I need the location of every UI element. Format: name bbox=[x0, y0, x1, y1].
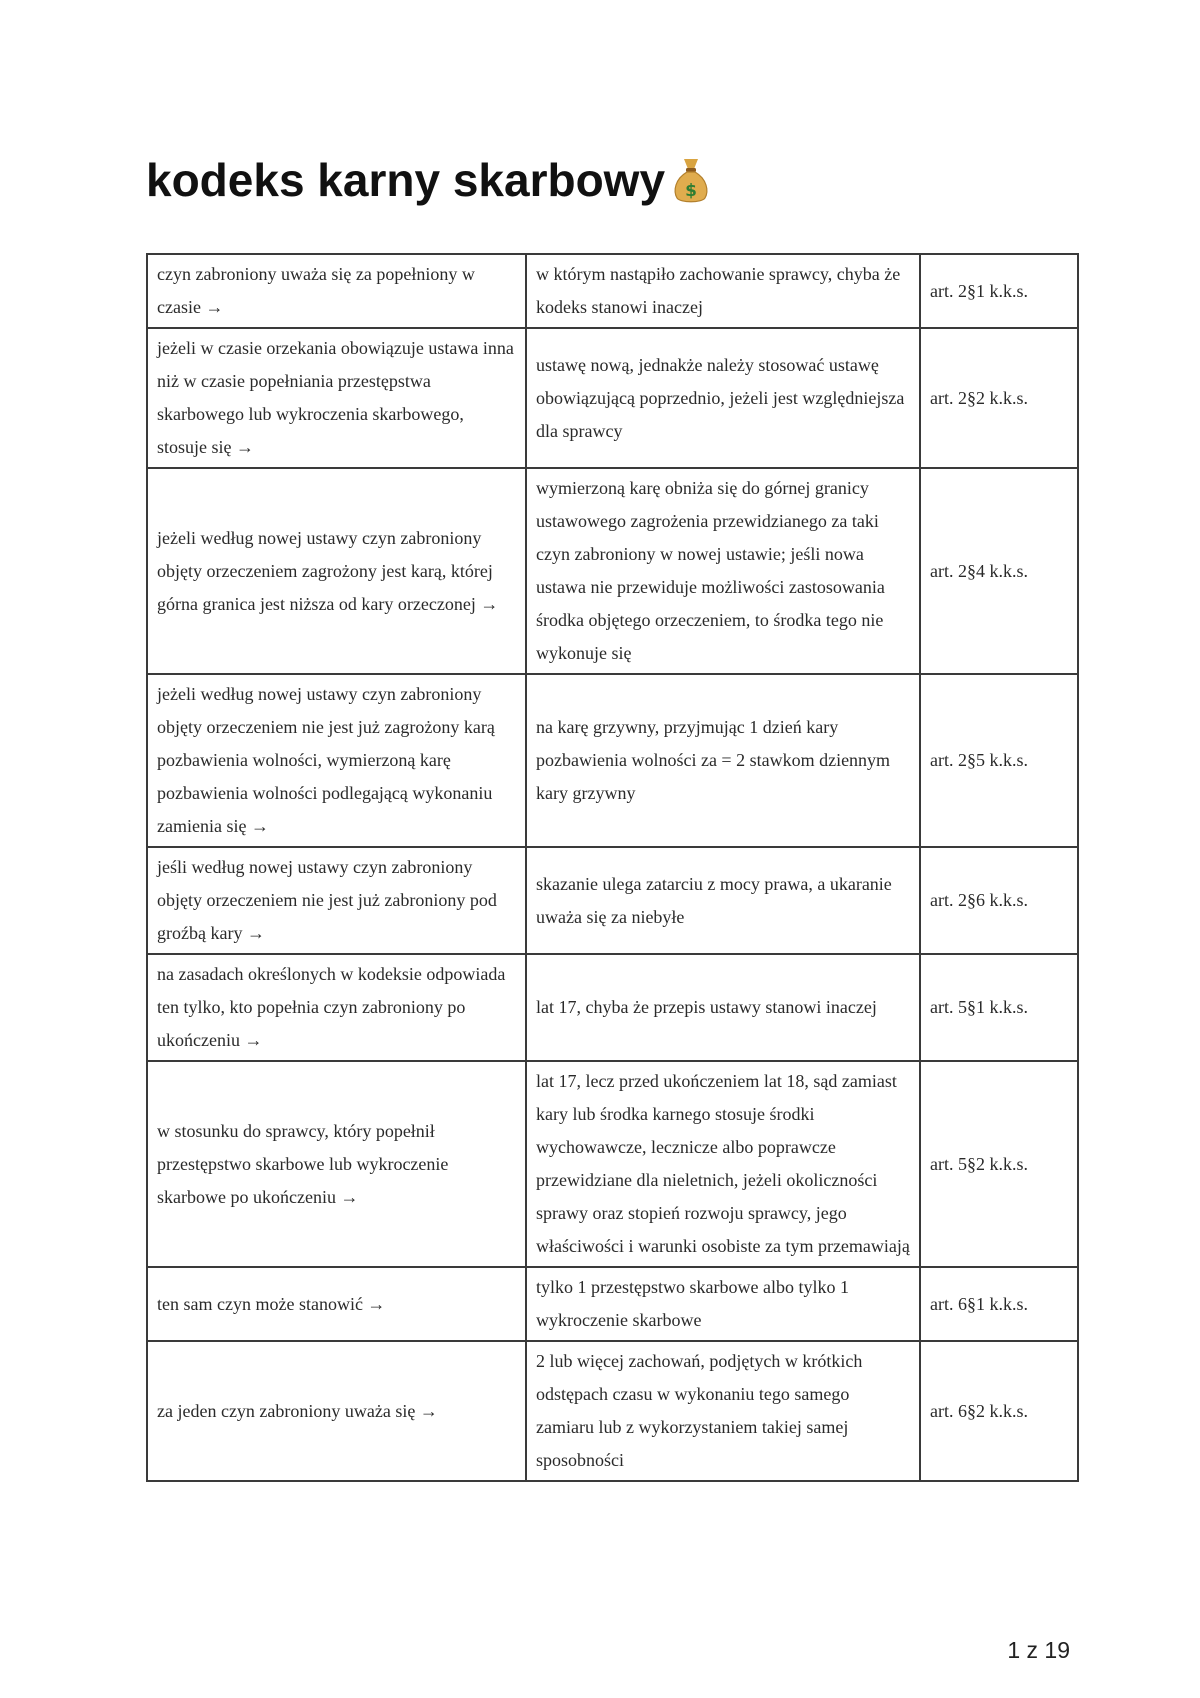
rule-cell: skazanie ulega zatarciu z mocy prawa, a ukaranie uważa się za niebyłe bbox=[526, 847, 920, 954]
article-cell: art. 2§4 k.k.s. bbox=[920, 468, 1078, 674]
page-title bbox=[146, 148, 711, 212]
rule-cell: tylko 1 przestępstwo skarbowe albo tylko 1 wykroczenie skarbowe bbox=[526, 1267, 920, 1341]
condition-cell: ten sam czyn może stanowić → bbox=[147, 1267, 526, 1341]
svg-text:$: $ bbox=[685, 180, 697, 201]
condition-cell: czyn zabroniony uważa się za popełniony w czasie → bbox=[147, 254, 526, 328]
article-cell: art. 5§2 k.k.s. bbox=[920, 1061, 1078, 1267]
condition-cell: w stosunku do sprawcy, który popełnił przestępstwo skarbowe lub wykroczenie skarbowe po ukończeniu → bbox=[147, 1061, 526, 1267]
article-cell: art. 5§1 k.k.s. bbox=[920, 954, 1078, 1061]
table-row bbox=[147, 674, 1078, 847]
rule-cell: na karę grzywny, przyjmując 1 dzień kary pozbawienia wolności za = 2 stawkom dziennym kary grzywny bbox=[526, 674, 920, 847]
rule-cell: lat 17, chyba że przepis ustawy stanowi inaczej bbox=[526, 954, 920, 1061]
table-row bbox=[147, 954, 1078, 1061]
condition-cell: na zasadach określonych w kodeksie odpowiada ten tylko, kto popełnia czyn zabroniony po ukończeniu → bbox=[147, 954, 526, 1061]
title-text: kodeks karny skarbowy bbox=[146, 154, 666, 206]
table-row bbox=[147, 254, 1078, 328]
rule-cell: ustawę nową, jednakże należy stosować ustawę obowiązującą poprzednio, jeżeli jest względniejsza dla sprawcy bbox=[526, 328, 920, 468]
table-row bbox=[147, 847, 1078, 954]
table-row bbox=[147, 1267, 1078, 1341]
page-number: 1 z 19 bbox=[1007, 1637, 1070, 1663]
article-cell: art. 2§5 k.k.s. bbox=[920, 674, 1078, 847]
rule-cell: w którym nastąpiło zachowanie sprawcy, chyba że kodeks stanowi inaczej bbox=[526, 254, 920, 328]
money-bag-icon bbox=[671, 155, 711, 205]
condition-cell: jeżeli według nowej ustawy czyn zabroniony objęty orzeczeniem nie jest już zagrożony karą pozbawienia wolności, wymierzoną karę pozbawienia wolności podlegającą wykonaniu zamienia się → bbox=[147, 674, 526, 847]
table-row bbox=[147, 328, 1078, 468]
table-row bbox=[147, 1061, 1078, 1267]
rule-cell: wymierzoną karę obniża się do górnej granicy ustawowego zagrożenia przewidzianego za taki czyn zabroniony w nowej ustawie; jeśli nowa ustawa nie przewiduje możliwości zastosowania środka objętego orzeczeniem, to środka tego nie wykonuje się bbox=[526, 468, 920, 674]
article-cell: art. 2§1 k.k.s. bbox=[920, 254, 1078, 328]
article-cell: art. 6§1 k.k.s. bbox=[920, 1267, 1078, 1341]
condition-cell: za jeden czyn zabroniony uważa się → bbox=[147, 1341, 526, 1481]
condition-cell: jeżeli w czasie orzekania obowiązuje ustawa inna niż w czasie popełniania przestępstwa skarbowego lub wykroczenia skarbowego, stosuje się → bbox=[147, 328, 526, 468]
table-row bbox=[147, 1341, 1078, 1481]
provisions-table bbox=[146, 253, 1079, 1482]
article-cell: art. 6§2 k.k.s. bbox=[920, 1341, 1078, 1481]
condition-cell: jeżeli według nowej ustawy czyn zabroniony objęty orzeczeniem zagrożony jest karą, której górna granica jest niższa od kary orzeczonej → bbox=[147, 468, 526, 674]
table-row bbox=[147, 468, 1078, 674]
rule-cell: lat 17, lecz przed ukończeniem lat 18, sąd zamiast kary lub środka karnego stosuje środki wychowawcze, lecznicze albo poprawcze przewidziane dla nieletnich, jeżeli okoliczności sprawy oraz stopień rozwoju sprawcy, jego właściwości i warunki osobiste za tym przemawiają bbox=[526, 1061, 920, 1267]
article-cell: art. 2§6 k.k.s. bbox=[920, 847, 1078, 954]
rule-cell: 2 lub więcej zachowań, podjętych w krótkich odstępach czasu w wykonaniu tego samego zamiaru lub z wykorzystaniem takiej samej sposobności bbox=[526, 1341, 920, 1481]
article-cell: art. 2§2 k.k.s. bbox=[920, 328, 1078, 468]
condition-cell: jeśli według nowej ustawy czyn zabroniony objęty orzeczeniem nie jest już zabroniony pod groźbą kary → bbox=[147, 847, 526, 954]
